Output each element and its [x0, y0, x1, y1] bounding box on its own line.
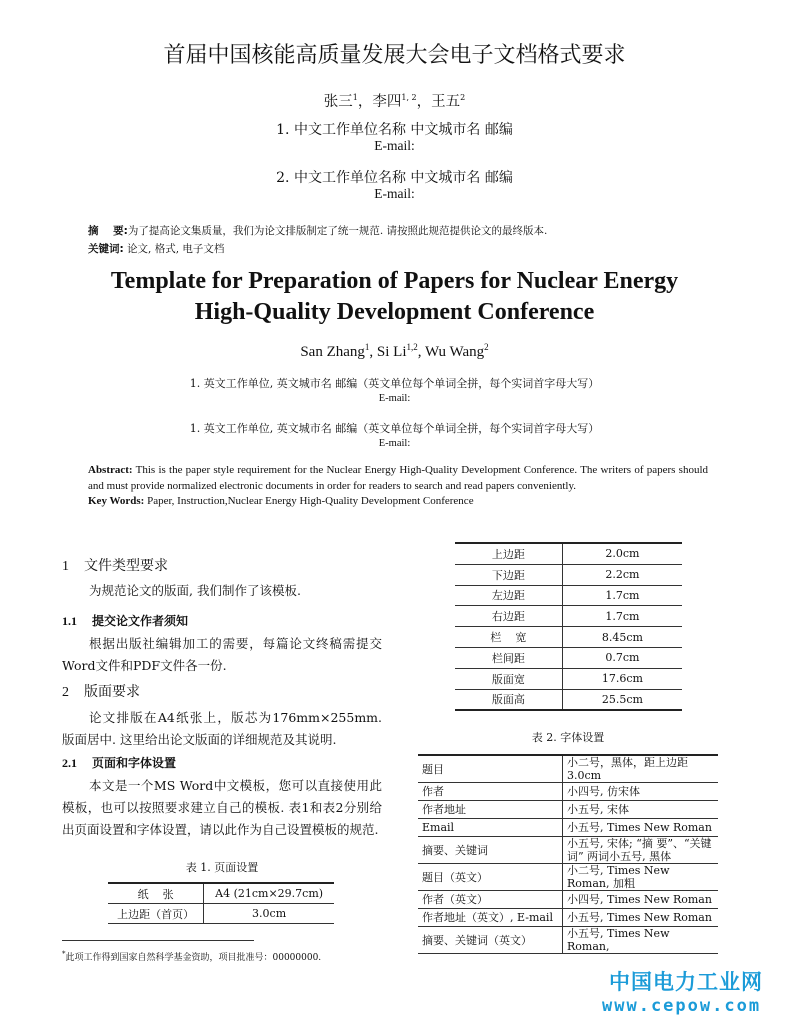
section-number: 1 — [62, 559, 69, 574]
table-cell: 小四号, Times New Roman — [563, 891, 719, 909]
affiliation-en-line: 1. 英文工作单位, 英文城市名 邮编 — [189, 422, 358, 435]
table-cell: 上边距（首页） — [108, 904, 204, 924]
table-cell: 下边距 — [455, 564, 562, 585]
author-name: Wu Wang — [425, 344, 485, 360]
affiliation-en-note: （英文单位每个单词全拼，每个实词首字母大写） — [357, 422, 600, 435]
section-1-paragraph: 为规范论文的版面, 我们制作了该模板. — [89, 583, 301, 598]
author-name: 张三 — [323, 94, 353, 110]
title-en — [0, 266, 789, 328]
section-title: 页面和字体设置 — [92, 756, 177, 770]
table-row — [418, 837, 718, 864]
table-cell: 1.7cm — [562, 585, 682, 606]
affiliation-cn-1: 1. 中文工作单位名称 中文城市名 邮编 — [276, 122, 513, 138]
table-cell: 题目 — [418, 755, 563, 783]
abstract-en-label: Abstract: — [88, 464, 133, 476]
table-cell: 8.45cm — [562, 627, 682, 648]
section-2-1-heading — [62, 754, 382, 771]
table-row — [455, 585, 682, 606]
keywords-en — [88, 494, 708, 510]
table-cell: 小二号, Times New Roman, 加粗 — [563, 864, 719, 891]
table-row — [455, 627, 682, 648]
table-cell: 2.0cm — [562, 543, 682, 564]
table-row — [418, 819, 718, 837]
table-cell: 栏 宽 — [455, 627, 562, 648]
table-cell: 小五号, 宋体; “摘 要”、“关键词” 两词小五号, 黑体 — [563, 837, 719, 864]
table-cell: 小二号，黑体，距上边距3.0cm — [563, 755, 719, 783]
watermark-url: www.cepow.com — [602, 996, 762, 1016]
table-row — [418, 755, 718, 783]
table-row — [455, 543, 682, 564]
affiliation-en-note: （英文单位每个单词全拼，每个实词首字母大写） — [357, 377, 600, 390]
section-2-paragraph: 论文排版在A4纸张上，版芯为176mm×255mm. 版面居中. 这里给出论文版面的详细规范及其说明. — [62, 710, 382, 747]
footnote-divider — [62, 940, 254, 941]
table-1-caption: 表 1. 页面设置 — [185, 861, 259, 874]
table-cell: 0.7cm — [562, 647, 682, 668]
table-row — [108, 883, 334, 904]
table-row — [455, 606, 682, 627]
table-cell: Email — [418, 819, 563, 837]
author-name: 王五 — [431, 94, 461, 110]
section-1-1-heading — [62, 612, 382, 629]
table-cell: 作者地址（英文）, E-mail — [418, 909, 563, 927]
section-title: 提交论文作者须知 — [92, 614, 189, 628]
table-row — [108, 904, 334, 924]
affiliation-en-2 — [0, 420, 789, 436]
page-title: 首届中国核能高质量发展大会电子文档格式要求 — [163, 43, 626, 68]
author-name: Si Li — [376, 344, 407, 360]
author-separator: ， — [357, 94, 373, 110]
author-superscript: 2 — [484, 342, 489, 352]
table-row — [418, 864, 718, 891]
section-1-heading — [62, 555, 382, 575]
section-2-heading — [62, 681, 382, 701]
keywords-cn-label: 关键词: — [88, 243, 124, 255]
table-2-caption: 表 2. 字体设置 — [531, 731, 605, 744]
title-en-line-2: High-Quality Development Conference — [194, 299, 595, 325]
affiliation-cn-2: 2. 中文工作单位名称 中文城市名 邮编 — [276, 170, 513, 186]
table-cell: 小五号, Times New Roman — [563, 819, 719, 837]
section-2-1-paragraph: 本文是一个MS Word中文模板，您可以直接使用此模板，也可以按照要求建立自己的模板. 表1和表2分别给出页面设置和字体设置，请以此作为自己设置模板的规范. — [62, 778, 382, 837]
section-1-1-paragraph: 根据出版社编辑加工的需要，每篇论文终稿需提交Word文件和PDF文件各一份. — [62, 636, 382, 673]
authors-cn — [0, 90, 789, 111]
abstract-en-block — [88, 463, 708, 510]
abstract-en — [88, 463, 708, 494]
table-row — [418, 891, 718, 909]
table-cell: 栏间距 — [455, 647, 562, 668]
abstract-cn — [88, 222, 708, 240]
author-superscript: 1,2 — [406, 342, 418, 352]
table-cell: 3.0cm — [204, 904, 334, 924]
section-number: 2.1 — [62, 756, 77, 770]
keywords-en-label: Key Words: — [88, 495, 145, 507]
affiliation-en-1-email: E-mail: — [378, 393, 411, 404]
abstract-cn-block — [88, 222, 708, 258]
author-superscript: 2 — [460, 93, 466, 103]
author-separator: , — [369, 344, 377, 360]
title-en-line-1: Template for Preparation of Papers for Nuclear Energy — [110, 268, 679, 294]
author-name: San Zhang — [300, 344, 365, 360]
table-1-part-2 — [455, 542, 682, 711]
author-superscript: 1 — [364, 342, 370, 352]
table-cell: 纸 张 — [108, 883, 204, 904]
keywords-cn — [88, 240, 708, 258]
abstract-en-text: This is the paper style requirement for the Nuclear Energy High-Quality Development Conference. The writers of papers should and must provide normalized electronic documents in order for readers to search and read papers conveniently. — [88, 464, 708, 492]
table-row — [418, 927, 718, 954]
table-cell: 25.5cm — [562, 689, 682, 710]
section-title: 版面要求 — [84, 684, 140, 700]
table-cell: A4 (21cm×29.7cm) — [204, 883, 334, 904]
footnote-mark: * — [62, 950, 66, 958]
table-cell: 左边距 — [455, 585, 562, 606]
table-row — [455, 647, 682, 668]
section-number: 2 — [62, 685, 69, 700]
author-separator: ， — [416, 94, 432, 110]
table-cell: 小四号, 仿宋体 — [563, 783, 719, 801]
table-cell: 小五号, Times New Roman, — [563, 927, 719, 954]
footnote-text: 此项工作得到国家自然科学基金资助，项目批准号：00000000. — [65, 953, 322, 963]
section-number: 1.1 — [62, 614, 77, 628]
table-cell: 题目（英文） — [418, 864, 563, 891]
keywords-cn-text: 论文, 格式, 电子文档 — [123, 243, 225, 255]
footnote — [62, 950, 321, 963]
author-superscript: 1 — [352, 93, 358, 103]
author-name: 李四 — [372, 94, 402, 110]
table-cell: 1.7cm — [562, 606, 682, 627]
table-cell: 右边距 — [455, 606, 562, 627]
table-1-part-1 — [108, 882, 334, 924]
table-cell: 摘要、关键词 — [418, 837, 563, 864]
author-superscript: 1, 2 — [401, 93, 417, 103]
keywords-en-text: Paper, Instruction,Nuclear Energy High-Quality Development Conference — [144, 495, 474, 507]
abstract-cn-text: 为了提高论文集质量，我们为论文排版制定了统一规范. 请按照此规范提供论文的最终版本. — [127, 225, 548, 237]
table-row — [418, 783, 718, 801]
affiliation-en-1 — [0, 375, 789, 391]
table-cell: 作者地址 — [418, 801, 563, 819]
table-row — [418, 909, 718, 927]
authors-en — [0, 342, 789, 361]
abstract-cn-label: 摘 要: — [88, 225, 128, 237]
watermark-logo-text: 中国电力工业网 — [609, 970, 763, 994]
table-row — [455, 689, 682, 710]
table-cell: 摘要、关键词（英文） — [418, 927, 563, 954]
table-row — [455, 668, 682, 689]
table-cell: 作者 — [418, 783, 563, 801]
table-cell: 小五号, Times New Roman — [563, 909, 719, 927]
table-cell: 小五号, 宋体 — [563, 801, 719, 819]
table-row — [455, 564, 682, 585]
table-row — [418, 801, 718, 819]
author-separator: , — [417, 344, 425, 360]
affiliation-en-line: 1. 英文工作单位, 英文城市名 邮编 — [189, 377, 358, 390]
table-cell: 作者（英文） — [418, 891, 563, 909]
affiliation-cn-1-email: E-mail: — [374, 138, 415, 153]
table-cell: 版面宽 — [455, 668, 562, 689]
table-cell: 2.2cm — [562, 564, 682, 585]
table-2 — [418, 754, 718, 954]
affiliation-en-2-email: E-mail: — [378, 438, 411, 449]
affiliation-cn-2-email: E-mail: — [374, 186, 415, 201]
section-title: 文件类型要求 — [84, 558, 168, 574]
table-cell: 17.6cm — [562, 668, 682, 689]
table-cell: 版面高 — [455, 689, 562, 710]
table-cell: 上边距 — [455, 543, 562, 564]
